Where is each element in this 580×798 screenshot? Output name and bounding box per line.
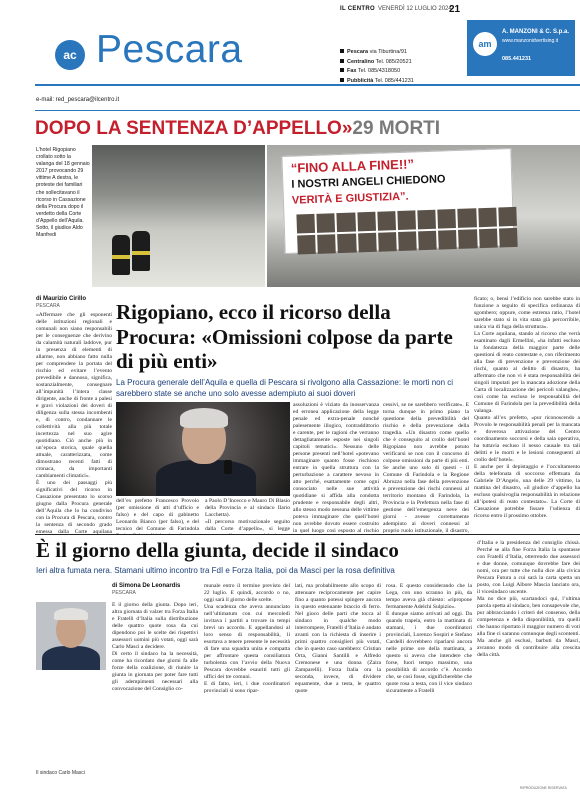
newspaper-name: IL CENTRO xyxy=(340,6,375,12)
rubble-photo xyxy=(92,145,265,287)
protest-banner: “FINO ALLA FINE!!” I NOSTRI ANGELI CHIEDONO VERITÀ E GIUSTIZIA”. xyxy=(281,148,514,254)
contact-line: Centralino Tel. 085/20521 xyxy=(340,58,414,68)
bullet-icon xyxy=(340,59,344,63)
protest-photo xyxy=(267,145,580,287)
bullet-icon xyxy=(340,49,344,53)
story2-column-1: È il giorno della giunta. Dopo ieri, altra giornata di valzer tra Forza Italia e Fratelli d’Italia sulla distribuzione delle quattro quote rosa da cui dipendono poi le scelte dei rispettivi assessori uomini più votati, oggi sarà Carlo Masci a decidere. Di certo il sindaco ha la necessità, come ha ricordato due giorni fa alle forze della coalizione, di riunire la giunta in giornata per poter fare tutti gli adempimenti necessari alla convocazione del Consiglio co- xyxy=(112,602,198,692)
advert-company: A. MANZONI & C. S.p.a. xyxy=(502,29,570,35)
section-title: Pescara xyxy=(96,28,243,71)
bullet-icon xyxy=(340,68,344,72)
story2-column-4: rosa. E questo considerando che la Lega, con uno scranno in più, da tempo aveva già chiesto: «ripropone fermamente Adelchi Sulpizio». E dunque siamo arrivati ad oggi. Da quando trapela, entro la mattinata di stamani, i due coordinatori provinciali, Lorenzo Sospiri e Stefano Cardelli dovrebbero riparlarsi ancora nelle prime ore della mattinata, a questo si aveva che intendere che forse, fuori tempo massimo, una possibilità di accordo c’è. Accordo che, se così fosse, significherebbe che quote rosa a testa, con il vice sindaco sicuramente a Fratelli xyxy=(386,583,472,694)
story1-column-2: dell’ex prefetto Francesco Provolo (per omissione di atti d’ufficio e falso) e del capo di gabinetto Leonardo Bianco (per falso), e del tecnico del Comune di Farindola xyxy=(116,498,199,532)
story2-column-3: lati, ma probabilmente allo scopo di attenuare reciprocamente per capire fino a quanto potessi spingere ancora in questo estenuante braccio di ferro. Nel gioco delle parti che tocca al sindaco in qualche modo interrompere, Fratelli d’Italia è andato avanti con la richiesta di inserire i primi quattro consiglieri più votati, che in questo caso sarebbero: Cristian Orta, Gianni Santilli e Alfredo Cremonese e una donna (Zaira Zamparelli). Forza Italia ora la seconda, invece, di dividere equamente, due a testa, le quattro quote xyxy=(295,583,381,694)
mayor-photo xyxy=(36,602,106,670)
story2-summary: Ieri altra fumata nera. Stamani ultimo incontro tra FdI e Forza Italia, poi da Masci per la rosa definitiva xyxy=(36,566,395,575)
reflective-stripe xyxy=(112,255,130,259)
issue-date: VENERDÌ 12 LUGLIO 2024 xyxy=(378,6,452,12)
bullet-icon xyxy=(340,78,344,82)
story1-headline: Rigopiano, ecco il ricorso della Procura: «Omissioni colpose da parte di più enti» xyxy=(116,300,453,373)
section-email[interactable]: e-mail: red_pescara@ilcentro.it xyxy=(36,97,120,103)
reflective-stripe xyxy=(132,251,150,255)
story1-photo-caption: L’hotel Rigopiano crollato sotto la valanga del 18 gennaio 2017 provocando 29 vittime A destra, le proteste dei familiari che sollecitavano il ricorso in Cassazione della Procura dopo il verdetto della Corte d’Appello dell’Aquila. Sotto, il giudice Aldo Manfredi xyxy=(36,147,90,239)
victim-portraits xyxy=(296,207,517,255)
contacts-box xyxy=(340,48,414,86)
advert-logo: am xyxy=(473,32,497,56)
contact-line: Pescara via Tiburtina/91 xyxy=(340,48,414,58)
story1-byline: di Maurizio Cirillo PESCARA xyxy=(36,296,87,309)
judge-body xyxy=(156,460,256,496)
contact-line: Pubblicità Tel. 085/441231 xyxy=(340,77,414,87)
story2-column-2: munale entro il termine previsto del 22 luglio. E quindi, accordo o no, oggi sarà il giorno delle scelte. Una scadenza che aveva annunciato nell’ultimatum con cui mercoledì invitava i partiti a trovare in tempi brevi un accordo. E appellandosi al loro senso di responsabilità, li esortava a tenere presente le necessità di fare una squadra unita e compatta per affrontare questa consiliatura turbolenta con l’avvio della Nuova Pescara dovrebbe esauriti tutti gli uffici dei tre comuni. E di fatto, ieri, i due coordinatori provinciali si sono ripar- xyxy=(204,583,290,694)
story1-column-5: cessivi, se ne sarebbero verificate». E torna dunque in primo piano la questione della prevedibilità del rischio e della prevenzione della tragedia. «Un disastro come quello che è conseguito al crollo dell’hotel Rigopiano non avrebbe potuto verificarsi se non con il concorso di colpose omissioni da parte di più enti. Se anche uno solo di questi - il Comune di Farindola e la Regione Abruzzo nella fase della prevenzione e prevenzione dei rischi connessi al territorio montano di Farindola, la Provincia e la Prefettura nella fase di gestione dell’emergenza neve dei giorni - avesse correttamente adempiuto ai doveri connessi al proprio ruolo istituzionale, il disastro, xyxy=(383,402,469,534)
kicker-rule xyxy=(35,110,580,111)
contact-line: Fax Tel. 085/4318050 xyxy=(340,67,414,77)
advert-box[interactable] xyxy=(467,20,575,76)
page-number: 21 xyxy=(449,4,461,15)
story1-column-1: «Affermare che gli esponenti delle istituzioni regionali e comunali non siano responsabili per le conseguenze che derivino da calamità naturali laddove, pur in presenza di elementi di allarme, non abbiano fatto nulla per comprendere la portata del rischio ed evitare l’evento prevedibile e dannoso, significa, sostanzialmente, consegnare all’impunità l’intera classe dirigente, anche di fronte a palesi e gravi violazioni dei doveri di diligenza sulla stessa incombenti e, di contro, condannare le collettività alla più totale incertezza nel suo agire quotidiano. Ciò anche più in un’epoca storica, quale quella attuale, caratterizzata, come dimostrano recenti fatti di cronaca, da importanti cambiamenti climatici». È uno dei passaggi più significativi del ricorso in Cassazione presentato lo scorso giugno dalla Procura generale dell’Aquila che lo ha condiviso con la Procura di Pescara, contro la sentenza di secondo grado emessa dalla Corte aquilana xyxy=(36,312,112,534)
top-bar xyxy=(0,6,580,16)
copyright-note: RIPRODUZIONE RISERVATA xyxy=(520,786,567,790)
story2-rule xyxy=(35,534,580,535)
story1-column-3: a Paolo D’Incecco e Mauro Di Blasio della Provincia e al sindaco Ilario Lacchetta). «Il percorso motivazionale seguito dalla Corte d’appello», si legge xyxy=(205,498,290,532)
judge-photo xyxy=(116,402,290,496)
story1-kicker: DOPO LA SENTENZA D’APPELLO»29 MORTI xyxy=(35,118,441,139)
story1-summary: La Procura generale dell’Aquila e quella di Pescara si rivolgono alla Cassazione: le morti non ci sarebbero state se anche uno solo avesse adempiuto ai suoi doveri xyxy=(116,378,454,398)
story1-column-6: ficato; o, bensì l’edificio non sarebbe stato in funzione a seguito di specifica ordinanza di sgombero; oppure, come estrema ratio, l’hotel sarebbe stato sì in vita stata già percorribile, unica via di fuga della struttura». La Corte aquilana, stando al ricorso che verrà esaminato dagli Ermellini, «ha infatti escluso la fondatezza della maggior parte delle questioni di reato contestate e, con riferimento alla fase di prevenzione e prevenzione dei rischi, quanto al delitto di disastro, ha affermato che non vi è stata responsabilità dei singoli imputati per la mancata adozione della Carta di localizzazione dei pericoli valanghe», così come ha escluso le responsabilità del Comune di Farindola per la prevedibilità della valanga. Quanto all’ex prefetto, «pur riconoscendo a Provolo le responsabilità penali per la mancata e doverosa attivazione del Centro coordinamento soccorsi e della sala operativa, ha tuttavia escluso il nesso causale tra tali delitti e le morti e le lesioni conseguenti al crollo dell’hotel». E anche per il depistaggio e l’occultamento della telefonata di soccorso effettuata da Gabriele D’Angelo, una delle 29 vittime, la mattina del disastro, «il giudice d’appello ha escluso qualsivoglia responsabilità in relazione all’ipotesi di reato contestato». La Corte di Cassazione potrebbe fissare l’udienza di ricorso entro il prossimo ottobre. xyxy=(474,296,580,519)
mayor-body xyxy=(42,646,100,670)
mayor-photo-caption: Il sindaco Carlo Masci xyxy=(36,770,85,776)
judge-hair xyxy=(180,408,228,428)
story2-byline: di Simona De Leonardis PESCARA xyxy=(112,583,181,596)
section-logo: ac xyxy=(55,40,85,70)
story2-column-5: d’Italia e la presidenza del consiglio chissà. Perché se alla fine Forza Italia la spuntasse con Fratelli d’Italia, otterrendo due assessori e due donne, comunque dovrebbe fare dei nomi, ora per tutte che nulla dice alla civica Pescara Futura a cui sarà la carta spetta un posto, con Luigi Albore Mascia lanciato ora, il vicesindaco uscente. Ma no dice più, scartandoci qui, l’ultima parola spetta al sindaco, ben consapevole che, pur abbracciando i criteri del consenso, della competenza e della disponibilità, tra quelli che hanno riportato il maggior numero di voti alla fine ci saranno comunque degli scontenti. Ma anche gli esclusi, barbuti da Masci, avranno modo di contribuire alla crescita della città. xyxy=(477,540,580,658)
story2-headline: È il giorno della giunta, decide il sindaco xyxy=(36,538,399,562)
advert-website[interactable]: www.manzonidvertising.it xyxy=(502,38,559,44)
advert-phone: 085.441231 xyxy=(502,56,532,62)
mayor-hair xyxy=(54,608,88,620)
story1-column-4: assoluzioni è viziato da inosservanza ed erronea applicazione della legge penale ed extra-penale nonché palesemente illogico, contraddittorio e carente, per le ragioni che verranno dettagliatamente esposte nei singoli capitoli tematici». Nessuno delle persone presenti nell’hotel «potevano immaginare quanto fosse rischioso entrare in quella struttura con la perturbazione a carattere nevoso in atto perché, esattamente come ogni consociato nelle sue attività quotidiane si affida alla condotta prudente e responsabile degli altri, allo stesso modo nessuna delle vittime poteva immaginare che quell’hotel non avrebbe dovuto essere costruito in quel luogo così esposto al rischio xyxy=(293,402,379,534)
microphone-icon xyxy=(224,460,232,474)
masthead-rule xyxy=(35,84,580,86)
